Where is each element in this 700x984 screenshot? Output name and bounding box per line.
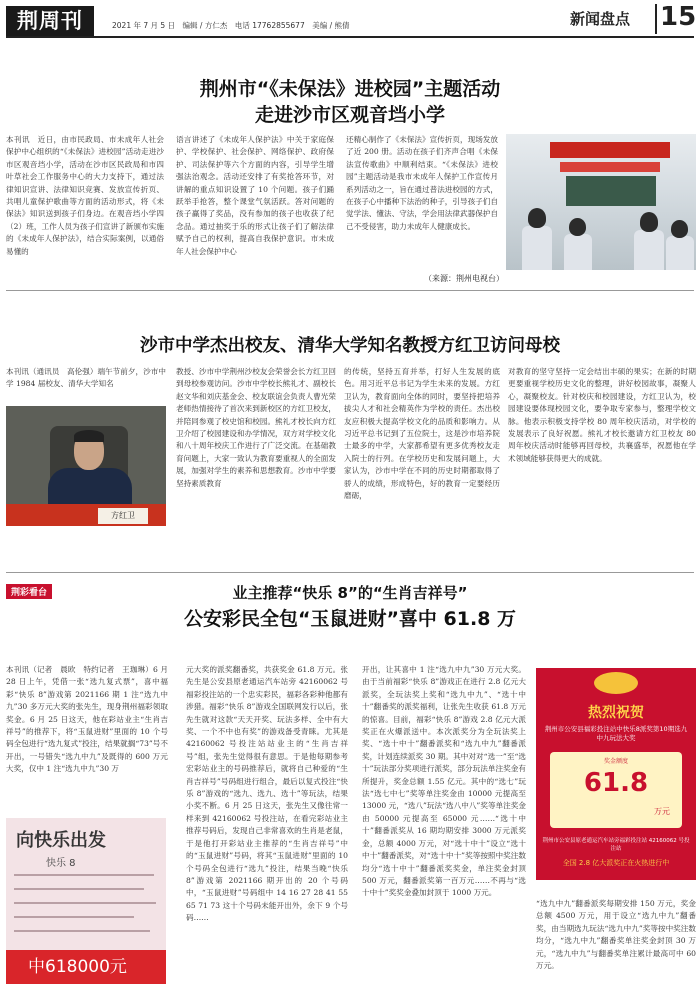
article1-column-2: 语言讲述了《未成年人保护法》中关于家庭保护、学校保护、社会保护、网络保护、政府保护、司法保护等六个方面的内容，引导学生增强法治观念。活动还安排了有奖抢答环节，对讲解的重点知识设置了 10 个问题。孩子们踊跃举手抢答，整个课堂气氛活跃。答对问题的孩子赢得了奖品，没有参加的孩子也收获了纪念品。通过抽奖于乐的形式让孩子们了解法律赋予自己的权利，提高自我保护意识。市未成年人社会保护中心 [176,135,334,256]
header-vertical-rule [655,4,657,34]
article2-column-4: 对教育的坚守坚持一定会结出丰硕的果实；在新的时期更要重视学校历史文化的整理，讲好校园故事，凝聚人心，凝聚校友。针对校庆和校园建设，方红卫认为，校园建设要体现校园文化，要争取专家参与，整理学校文脉。他表示积极支持学校 80 周年校庆活动，对学校的发展表示了良好祝愿。熊礼才校长邀请方红卫校友 80 周年校庆活动时能够再回母校，共襄盛举，祝愿他在学术领域能够获得更大的成就。 [508,367,696,463]
ticket-game-label: 快乐 8 [46,858,76,869]
article1-title-line1: 荆州市“《未保法》进校园”主题活动 [199,78,501,100]
nameplate: 方红卫 [98,508,148,524]
poster-station: 荆州市公安县原老通运汽车站旁福彩投注站 42160062 号投注站 [542,838,690,852]
masthead [0,0,700,44]
article3-column-3: 开出，让其喜中 1 注“选九中九”30 万元大奖。由于当前福彩“快乐 8”游戏正在进行 2.8 亿元大派奖，全玩法奖上奖和“选九中九”、“选十中十”翻番奖的派奖福利，让张先生收获 61.8 万元的惊喜。目前，福彩“快乐 8”游戏 2.8 亿元大派奖正在火爆派送中。本次派奖分为全玩法奖上奖、“选十中十”翻番派奖和“选九中九”翻番派奖，计划连续派奖 30 期。其中对对“选一”至“选十”玩法部分奖项进行派奖，部分玩法单注奖金有所提升，奖金总额 1.55 亿元。其中的“选七”玩法“选七中七”奖等单注奖金由 10000 元提高至 13000 元，“选八”玩法“选八中八”奖等单注奖金由 50000 元提高至 65000 元……“选十中十”翻番派奖从 16 期均期安排 3000 万元派奖金，总额 4000 万元，对“选十中十”设立“选十中十”翻番派奖，对“选十中十”奖等按照中奖注数均分“选十中十”翻番派奖奖金，单注奖金封顶 500 万元，翻番派奖第一百万元……不再与“选十中十”奖奖金叠加封顶于 1000 万元。 [362,665,526,898]
header-rule [6,36,694,38]
poster-footer: 全国 2.8 亿大派奖正在火热进行中 [562,859,670,867]
ticket-line [14,874,154,876]
article1-column-1: 本刊讯 近日，由市民政局、市未成年人社会保护中心组织的“《未保法》进校园”活动走进沙市区观音垱小学，活动在沙市区民政局和市四叶草社会工作服务中心的大力支持下，通过法律知识宣讲、法律知识竞赛、发放宣传折页、共唱儿童保护歌曲等方面的活动形式，将《未保法》知识送到孩子们身边。在观音垱小学四（2）班，工作人员为孩子们宣讲了新颁布实施的《未成年人保护法》，结合实际案例，以通俗易懂的 [6,135,164,256]
article3-column-2: 元大奖的派奖翻番奖，共获奖金 61.8 万元。张先生是公安县原老通运汽车站旁 42160062 号福彩投注站的一个忠实彩民，福彩各彩种他都有涉猎。福彩“快乐 8”游戏全国联网发行以后，张先生就对这款“天天开奖、玩法多样、全中有大奖、一个不中也有奖”的游戏备受青睐。尤其是 42160062 号投注站站业主的“生肖吉祥号”组，张先生觉得很有意思。于是他每期参考宏彩站业主的号码推荐后，就将自己种爱的“生肖吉祥号”号码组进行组合，最后以复式投注“快乐 8”游戏的“选九、选九、选十”等玩法，结果小奖不断。6 月 25 日这天，张先生又像往常一样来到 42160062 号投注站，在看完彩站业主推荐号码后，发现自己非常喜欢的生肖是老鼠，于是他打开彩站业主推荐的“生肖吉祥号”中的“玉鼠进财”号码，将其“玉鼠进财”里面的 10 个号码全包进行“选九”投注，结果当晚“快乐 8”游戏第 2021166 期开出的 20 个号码中，“玉鼠进财”号码组中 14 16 27 28 41 55 65 71 73 这十个号码未能开出外，余下 9 个号码…… [186,665,348,923]
section-divider [6,290,694,291]
section-tag: 荆彩看台 [6,584,52,599]
article2-column-2: 教授、沙市中学荆州沙校友会荣誉会长方红卫回到母校参观访问。沙市中学校长熊礼才、副校长赵文华和刘庆基金会、校友联谊会负责人曹光荣老师热情接待了首次来到新校区的方红卫校友，并陪同参观了校史馆和校园。熊礼才校长向方红卫介绍了校园建设和办学情况，双方对学校文化和八十周年校庆工作进行了广泛交流。在基础教育问题上，大家一致认为教育要重视人的全面发展，加强对学生的素养和思想教育。沙市中学要坚持素质教育 [176,367,336,488]
poster-badge-shape [594,672,638,694]
classroom-photo [506,134,696,270]
ticket-line [14,888,144,890]
student-head-shape [569,218,586,236]
section-divider [6,572,694,573]
student-shape [564,234,592,270]
blackboard-shape [566,176,656,206]
article2-title: 沙市中学杰出校友、清华大学知名教授方红卫访问母校 [140,336,560,356]
portrait-photo [6,406,166,526]
article3-column-4: “选九中九”翻番派奖每期安排 150 万元，奖金总额 4500 万元，用于设立“选九中九”翻番奖，由当期选九玩法“选九中九”奖等按中奖注数均分，“选九中九”翻番奖单注奖金封顶 30 万元，“选九中九”与翻番奖单注累计最高可中 60 万元。 [536,899,696,971]
page-number: 15 [660,2,697,32]
ticket-line [14,916,134,918]
ticket-line [14,930,150,932]
student-head-shape [640,212,658,232]
student-head-shape [528,208,546,228]
student-shape [634,230,664,270]
ticket-header: 向快乐出发 [16,830,106,851]
lottery-ticket-photo [6,818,166,984]
article2-column-1: 本刊讯（通讯员 高伦强）端午节前夕，沙市中学 1984 届校友、清华大学知名 [6,367,166,389]
poster-subtitle: 荆州市公安县福彩投注站中快乐8派奖第10期选九中九玩法大奖 [544,725,688,742]
congratulation-poster [536,668,696,880]
newspaper-logo: 荆周刊 [6,6,94,36]
ticket-line [14,902,156,904]
issue-meta: 2021 年 7 月 5 日 编辑 / 方仁杰 电话 17762855677 美编 / 熊倩 [112,21,350,30]
ticket-prize: 中618000元 [6,950,166,984]
article1-column-3: 还精心制作了《未保法》宣传折页，现场发放了近 200 册。活动在孩子们齐声合唱《未保法宣传歌曲》中顺利结束。“《未保法》进校园”主题活动是我市未成年人保护工作宣传月系列活动之一，旨在通过普法进校园的方式，在孩子心中播种下法治的种子，引导孩子们自觉学法、懂法、守法，学会用法律武器保护自己不受侵害，助力未成年人健康成长。 [346,135,498,231]
student-head-shape [671,220,688,238]
person-hair-shape [74,430,104,442]
student-shape [522,226,552,270]
poster-amount-label: 奖金额度 [603,758,628,765]
article3-title-line1: 业主推荐“快乐 8”的“生肖吉祥号” [232,584,468,602]
section-title: 新闻盘点 [570,10,631,28]
poster-unit: 万元 [654,807,670,816]
student-shape [666,236,694,270]
article3-column-1: 本刊讯（记者 晨欧 特约记者 王珈琳）6 月 28 日上午，凭借一张“选九复式票”，喜中福彩“快乐 8”游戏第 2021166 期 1 注“选九中九”30 多万元大奖的张先生，现身荆州福彩领取奖金。6 月 25 日这天，他在彩站业主“生肖吉祥号”的推荐下，将“玉鼠进财”里面的 10 个号码全包进行“选九复式”投注，结果就搁“73”号不开出，一号错失“选九中九”及既得的 600 万元大奖，仅中 1 注“选九中九”30 万 [6,665,168,774]
article3-title-line2: 公安彩民全包“玉鼠进财”喜中 61.8 万 [183,608,517,630]
article1-photo-caption: （来源：荆州电视台） [424,274,504,283]
article1-title-line2: 走进沙市区观音垱小学 [254,104,445,126]
article2-column-3: 的传统，坚持五育并举，打好人生发展的底色。用习近平总书记为学生未来的发展。方红卫认为，教育面向全体的同时，要坚持把培养拔尖人才和社会精英作为学校的责任。杰出校友应积极大提高学校文化的品质和影响力。从习近平总书记到了五位院士，这是沙市培养院士最多的中学，大家都希望有更多优秀校友走入院士的行列。在学校历史和发展问题上，大家认为，沙市中学在不同的历史时期都取得了骄人的成绩，形成特色，好的教育一定要经历磨砺， [344,367,500,501]
banner-shape [560,162,660,172]
banner-shape [550,142,670,158]
poster-title: 热烈祝贺 [588,705,644,721]
poster-amount: 61.8 [583,768,649,798]
